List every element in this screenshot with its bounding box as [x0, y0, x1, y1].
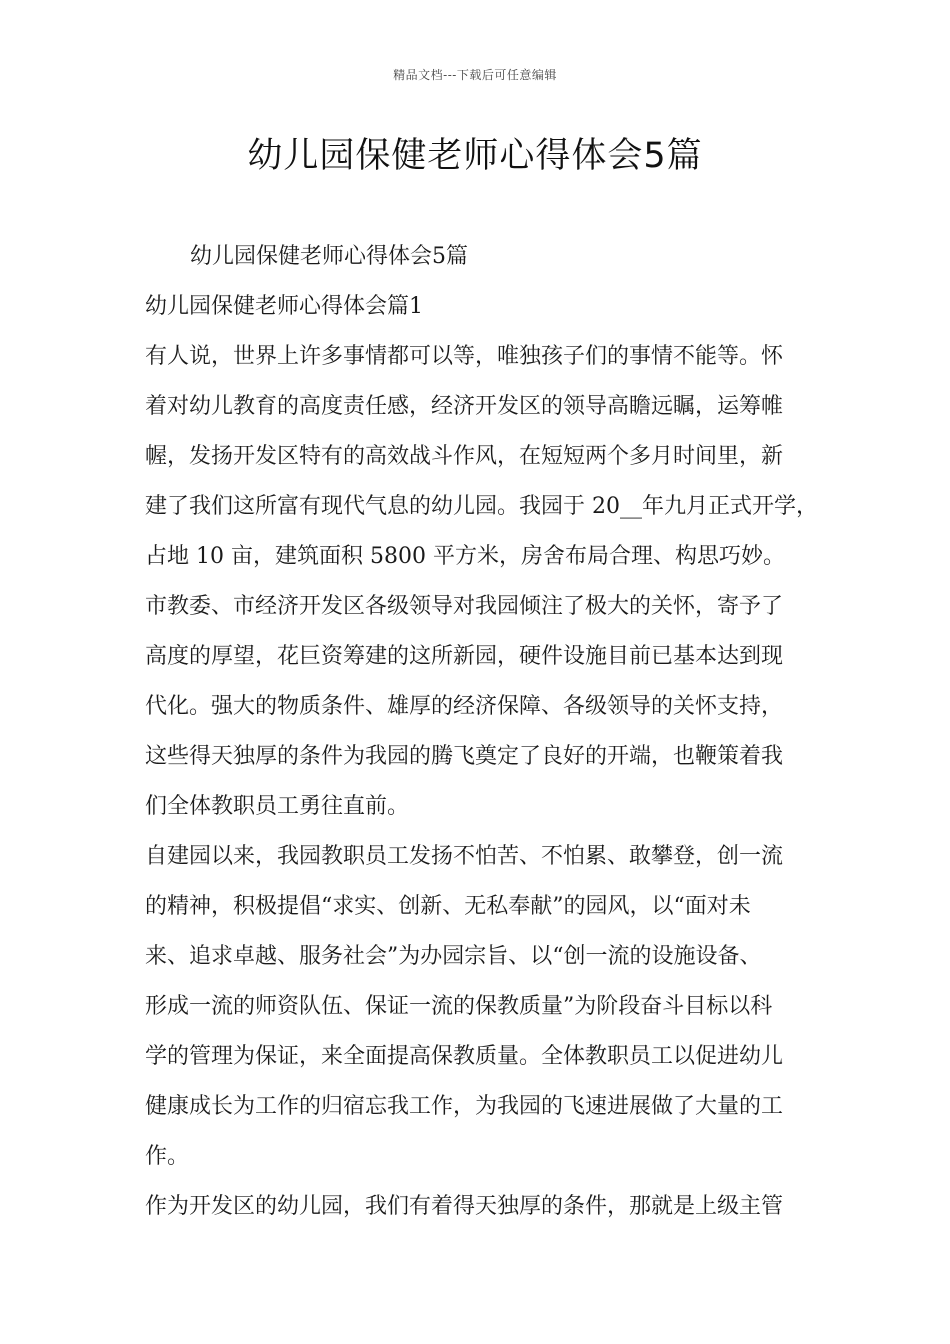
- paragraph-3: [145, 832, 815, 1182]
- paragraph-line: 来、追求卓越、服务社会”为办园宗旨、以“创一流的设施设备、: [145, 944, 762, 969]
- document-body: [145, 232, 818, 1232]
- paragraph-1: [145, 332, 818, 582]
- paragraph-line: 的精神，积极提倡“求实、创新、无私奉献”的园风，以“面对未: [145, 894, 751, 919]
- paragraph-line: 占地 10 亩，建筑面积 5800 平方米，房舍布局合理、构思巧妙。: [145, 544, 785, 569]
- header-note: 精品文档---下载后可任意编辑: [393, 68, 557, 82]
- paragraph-line: 有人说，世界上许多事情都可以等，唯独孩子们的事情不能等。怀: [145, 344, 784, 369]
- paragraph-line: 形成一流的师资队伍、保证一流的保教质量”为阶段奋斗目标以科: [145, 994, 773, 1019]
- paragraph-line: 学的管理为保证，来全面提高保教质量。全体教职员工以促进幼儿: [145, 1044, 784, 1069]
- paragraph-line: 作为开发区的幼儿园，我们有着得天独厚的条件，那就是上级主管: [145, 1194, 784, 1219]
- paragraph-4: [145, 1182, 815, 1232]
- paragraph-2: [145, 582, 815, 832]
- document-title: 幼儿园保健老师心得体会5篇: [247, 136, 703, 176]
- paragraph-line: 幄，发扬开发区特有的高效战斗作风，在短短两个多月时间里，新: [145, 444, 784, 469]
- paragraph-line: 健康成长为工作的归宿忘我工作，为我园的飞速进展做了大量的工: [145, 1094, 784, 1119]
- paragraph-line: 高度的厚望，花巨资筹建的这所新园，硬件设施目前已基本达到现: [145, 644, 784, 669]
- paragraph-line: 建了我们这所富有现代气息的幼儿园。我园于 20__年九月正式开学，: [145, 494, 818, 519]
- paragraph-line: 代化。强大的物质条件、雄厚的经济保障、各级领导的关怀支持，: [145, 694, 784, 719]
- paragraph-line: 这些得天独厚的条件为我园的腾飞奠定了良好的开端，也鞭策着我: [145, 744, 784, 769]
- section-heading: 幼儿园保健老师心得体会篇1: [145, 294, 423, 319]
- paragraph-line: 们全体教职员工勇往直前。: [145, 794, 410, 819]
- paragraph-line: 自建园以来，我园教职员工发扬不怕苦、不怕累、敢攀登，创一流: [145, 844, 784, 869]
- paragraph-line: 市教委、市经济开发区各级领导对我园倾注了极大的关怀，寄予了: [145, 594, 784, 619]
- paragraph-line: 作。: [145, 1144, 190, 1169]
- subtitle: 幼儿园保健老师心得体会5篇: [190, 244, 468, 269]
- paragraph-line: 着对幼儿教育的高度责任感，经济开发区的领导高瞻远瞩，运筹帷: [145, 394, 784, 419]
